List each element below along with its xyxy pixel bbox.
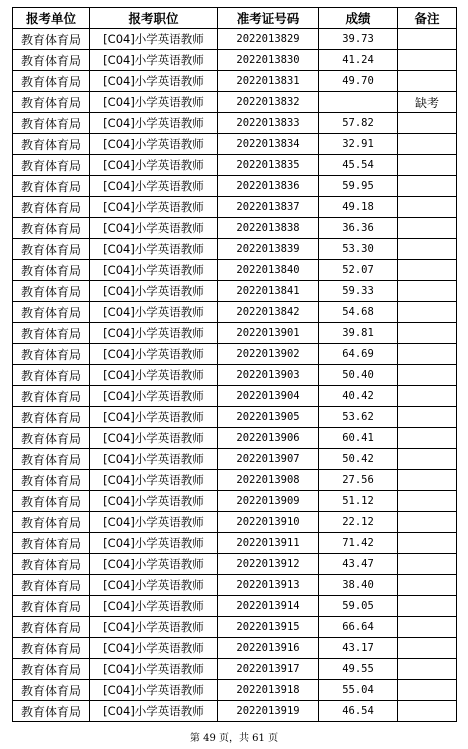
- cell-exam-number: 2022013833: [218, 113, 319, 134]
- cell-exam-number: 2022013908: [218, 470, 319, 491]
- cell-note: [398, 638, 457, 659]
- cell-score: 54.68: [319, 302, 398, 323]
- cell-score: 46.54: [319, 701, 398, 722]
- table-row: [13, 113, 457, 134]
- table-row: [13, 176, 457, 197]
- cell-note: [398, 344, 457, 365]
- cell-position: [C04]小学英语教师: [90, 470, 218, 491]
- cell-position: [C04]小学英语教师: [90, 29, 218, 50]
- table-row: [13, 533, 457, 554]
- cell-unit: 教育体育局: [13, 575, 90, 596]
- cell-note: [398, 176, 457, 197]
- cell-note: [398, 680, 457, 701]
- cell-score: 60.41: [319, 428, 398, 449]
- cell-position: [C04]小学英语教师: [90, 50, 218, 71]
- cell-note: [398, 554, 457, 575]
- cell-note: [398, 470, 457, 491]
- table-row: [13, 575, 457, 596]
- cell-position: [C04]小学英语教师: [90, 176, 218, 197]
- cell-score: 71.42: [319, 533, 398, 554]
- cell-exam-number: 2022013905: [218, 407, 319, 428]
- table-row: [13, 155, 457, 176]
- cell-score: 66.64: [319, 617, 398, 638]
- cell-score: 49.55: [319, 659, 398, 680]
- cell-score: 52.07: [319, 260, 398, 281]
- cell-score: 59.05: [319, 596, 398, 617]
- cell-note: [398, 407, 457, 428]
- score-table: [12, 7, 457, 722]
- cell-score: 64.69: [319, 344, 398, 365]
- cell-unit: 教育体育局: [13, 134, 90, 155]
- cell-unit: 教育体育局: [13, 50, 90, 71]
- table-row: [13, 491, 457, 512]
- table-row: [13, 197, 457, 218]
- cell-note: [398, 113, 457, 134]
- cell-exam-number: 2022013906: [218, 428, 319, 449]
- cell-position: [C04]小学英语教师: [90, 113, 218, 134]
- table-row: [13, 386, 457, 407]
- cell-exam-number: 2022013834: [218, 134, 319, 155]
- cell-note: [398, 449, 457, 470]
- cell-score: 55.04: [319, 680, 398, 701]
- cell-score: 51.12: [319, 491, 398, 512]
- cell-note: [398, 512, 457, 533]
- cell-position: [C04]小学英语教师: [90, 344, 218, 365]
- cell-exam-number: 2022013837: [218, 197, 319, 218]
- cell-position: [C04]小学英语教师: [90, 575, 218, 596]
- cell-note: [398, 365, 457, 386]
- cell-score: 22.12: [319, 512, 398, 533]
- cell-unit: 教育体育局: [13, 533, 90, 554]
- cell-note: [398, 659, 457, 680]
- cell-position: [C04]小学英语教师: [90, 512, 218, 533]
- table-body: [13, 29, 457, 722]
- cell-unit: 教育体育局: [13, 491, 90, 512]
- cell-unit: 教育体育局: [13, 281, 90, 302]
- cell-position: [C04]小学英语教师: [90, 533, 218, 554]
- cell-score: 50.40: [319, 365, 398, 386]
- cell-score: 59.95: [319, 176, 398, 197]
- table-row: [13, 470, 457, 491]
- cell-position: [C04]小学英语教师: [90, 659, 218, 680]
- cell-note: [398, 617, 457, 638]
- cell-unit: 教育体育局: [13, 71, 90, 92]
- table-row: [13, 29, 457, 50]
- cell-exam-number: 2022013832: [218, 92, 319, 113]
- table-row: [13, 680, 457, 701]
- table-row: [13, 344, 457, 365]
- cell-exam-number: 2022013912: [218, 554, 319, 575]
- cell-exam-number: 2022013919: [218, 701, 319, 722]
- cell-position: [C04]小学英语教师: [90, 386, 218, 407]
- cell-exam-number: 2022013909: [218, 491, 319, 512]
- cell-unit: 教育体育局: [13, 470, 90, 491]
- table-row: [13, 134, 457, 155]
- cell-position: [C04]小学英语教师: [90, 701, 218, 722]
- table-row: [13, 302, 457, 323]
- cell-score: 50.42: [319, 449, 398, 470]
- table-row: [13, 71, 457, 92]
- cell-note: [398, 533, 457, 554]
- cell-exam-number: 2022013918: [218, 680, 319, 701]
- cell-position: [C04]小学英语教师: [90, 491, 218, 512]
- table-row: [13, 50, 457, 71]
- table-row: [13, 449, 457, 470]
- cell-position: [C04]小学英语教师: [90, 218, 218, 239]
- cell-position: [C04]小学英语教师: [90, 680, 218, 701]
- cell-note: [398, 218, 457, 239]
- cell-note: [398, 386, 457, 407]
- table-row: [13, 659, 457, 680]
- cell-position: [C04]小学英语教师: [90, 449, 218, 470]
- cell-note: [398, 302, 457, 323]
- cell-exam-number: 2022013831: [218, 71, 319, 92]
- cell-unit: 教育体育局: [13, 197, 90, 218]
- cell-note: [398, 239, 457, 260]
- cell-score: 43.17: [319, 638, 398, 659]
- cell-exam-number: 2022013839: [218, 239, 319, 260]
- cell-unit: 教育体育局: [13, 155, 90, 176]
- cell-score: 39.73: [319, 29, 398, 50]
- cell-note: [398, 281, 457, 302]
- cell-unit: 教育体育局: [13, 218, 90, 239]
- cell-exam-number: 2022013904: [218, 386, 319, 407]
- table-row: [13, 323, 457, 344]
- header-row: [13, 8, 457, 29]
- cell-unit: 教育体育局: [13, 680, 90, 701]
- table-row: [13, 596, 457, 617]
- cell-score: 53.30: [319, 239, 398, 260]
- cell-unit: 教育体育局: [13, 659, 90, 680]
- header-unit: 报考单位: [13, 8, 90, 29]
- header-position: 报考职位: [90, 8, 218, 29]
- cell-exam-number: 2022013903: [218, 365, 319, 386]
- cell-unit: 教育体育局: [13, 260, 90, 281]
- table-row: [13, 407, 457, 428]
- cell-position: [C04]小学英语教师: [90, 596, 218, 617]
- cell-unit: 教育体育局: [13, 386, 90, 407]
- cell-position: [C04]小学英语教师: [90, 134, 218, 155]
- table-row: [13, 512, 457, 533]
- cell-note: [398, 134, 457, 155]
- table-row: [13, 701, 457, 722]
- cell-note: [398, 50, 457, 71]
- cell-exam-number: 2022013830: [218, 50, 319, 71]
- cell-exam-number: 2022013838: [218, 218, 319, 239]
- cell-position: [C04]小学英语教师: [90, 365, 218, 386]
- cell-position: [C04]小学英语教师: [90, 155, 218, 176]
- cell-note: [398, 701, 457, 722]
- cell-unit: 教育体育局: [13, 596, 90, 617]
- cell-unit: 教育体育局: [13, 176, 90, 197]
- cell-unit: 教育体育局: [13, 92, 90, 113]
- table-row: [13, 638, 457, 659]
- cell-score: 40.42: [319, 386, 398, 407]
- table-row: [13, 365, 457, 386]
- cell-exam-number: 2022013902: [218, 344, 319, 365]
- cell-exam-number: 2022013910: [218, 512, 319, 533]
- header-note: 备注: [398, 8, 457, 29]
- cell-exam-number: 2022013842: [218, 302, 319, 323]
- cell-score: 41.24: [319, 50, 398, 71]
- table-row: [13, 554, 457, 575]
- cell-exam-number: 2022013907: [218, 449, 319, 470]
- cell-score: 59.33: [319, 281, 398, 302]
- cell-unit: 教育体育局: [13, 512, 90, 533]
- cell-note: [398, 575, 457, 596]
- cell-note: [398, 71, 457, 92]
- cell-unit: 教育体育局: [13, 323, 90, 344]
- cell-exam-number: 2022013911: [218, 533, 319, 554]
- cell-note: [398, 29, 457, 50]
- cell-score: 57.82: [319, 113, 398, 134]
- cell-note: [398, 260, 457, 281]
- header-exam-number: 准考证号码: [218, 8, 319, 29]
- cell-unit: 教育体育局: [13, 449, 90, 470]
- cell-unit: 教育体育局: [13, 344, 90, 365]
- cell-position: [C04]小学英语教师: [90, 302, 218, 323]
- cell-score: 53.62: [319, 407, 398, 428]
- cell-score: 36.36: [319, 218, 398, 239]
- header-score: 成绩: [319, 8, 398, 29]
- cell-score: 39.81: [319, 323, 398, 344]
- cell-score: 32.91: [319, 134, 398, 155]
- cell-exam-number: 2022013917: [218, 659, 319, 680]
- cell-note: 缺考: [398, 92, 457, 113]
- cell-exam-number: 2022013916: [218, 638, 319, 659]
- cell-exam-number: 2022013836: [218, 176, 319, 197]
- cell-score: [319, 92, 398, 113]
- cell-unit: 教育体育局: [13, 701, 90, 722]
- cell-position: [C04]小学英语教师: [90, 197, 218, 218]
- cell-note: [398, 155, 457, 176]
- cell-unit: 教育体育局: [13, 428, 90, 449]
- cell-score: 27.56: [319, 470, 398, 491]
- table-row: [13, 428, 457, 449]
- cell-position: [C04]小学英语教师: [90, 617, 218, 638]
- cell-unit: 教育体育局: [13, 302, 90, 323]
- cell-unit: 教育体育局: [13, 638, 90, 659]
- page-footer: 第 49 页，共 61 页: [189, 733, 279, 744]
- cell-exam-number: 2022013901: [218, 323, 319, 344]
- cell-exam-number: 2022013829: [218, 29, 319, 50]
- cell-unit: 教育体育局: [13, 407, 90, 428]
- cell-note: [398, 491, 457, 512]
- table-row: [13, 92, 457, 113]
- cell-score: 49.18: [319, 197, 398, 218]
- cell-position: [C04]小学英语教师: [90, 239, 218, 260]
- cell-score: 49.70: [319, 71, 398, 92]
- cell-score: 43.47: [319, 554, 398, 575]
- cell-position: [C04]小学英语教师: [90, 71, 218, 92]
- cell-position: [C04]小学英语教师: [90, 407, 218, 428]
- cell-position: [C04]小学英语教师: [90, 281, 218, 302]
- cell-unit: 教育体育局: [13, 239, 90, 260]
- cell-note: [398, 596, 457, 617]
- cell-score: 45.54: [319, 155, 398, 176]
- cell-position: [C04]小学英语教师: [90, 638, 218, 659]
- cell-position: [C04]小学英语教师: [90, 92, 218, 113]
- cell-note: [398, 428, 457, 449]
- cell-unit: 教育体育局: [13, 617, 90, 638]
- cell-unit: 教育体育局: [13, 365, 90, 386]
- cell-note: [398, 197, 457, 218]
- cell-score: 38.40: [319, 575, 398, 596]
- cell-position: [C04]小学英语教师: [90, 554, 218, 575]
- table-row: [13, 617, 457, 638]
- table-row: [13, 281, 457, 302]
- cell-exam-number: 2022013840: [218, 260, 319, 281]
- cell-note: [398, 323, 457, 344]
- table-row: [13, 218, 457, 239]
- cell-position: [C04]小学英语教师: [90, 260, 218, 281]
- cell-exam-number: 2022013915: [218, 617, 319, 638]
- cell-exam-number: 2022013913: [218, 575, 319, 596]
- cell-exam-number: 2022013841: [218, 281, 319, 302]
- cell-position: [C04]小学英语教师: [90, 323, 218, 344]
- cell-unit: 教育体育局: [13, 29, 90, 50]
- cell-exam-number: 2022013914: [218, 596, 319, 617]
- cell-unit: 教育体育局: [13, 113, 90, 134]
- cell-exam-number: 2022013835: [218, 155, 319, 176]
- table-row: [13, 260, 457, 281]
- cell-position: [C04]小学英语教师: [90, 428, 218, 449]
- table-row: [13, 239, 457, 260]
- cell-unit: 教育体育局: [13, 554, 90, 575]
